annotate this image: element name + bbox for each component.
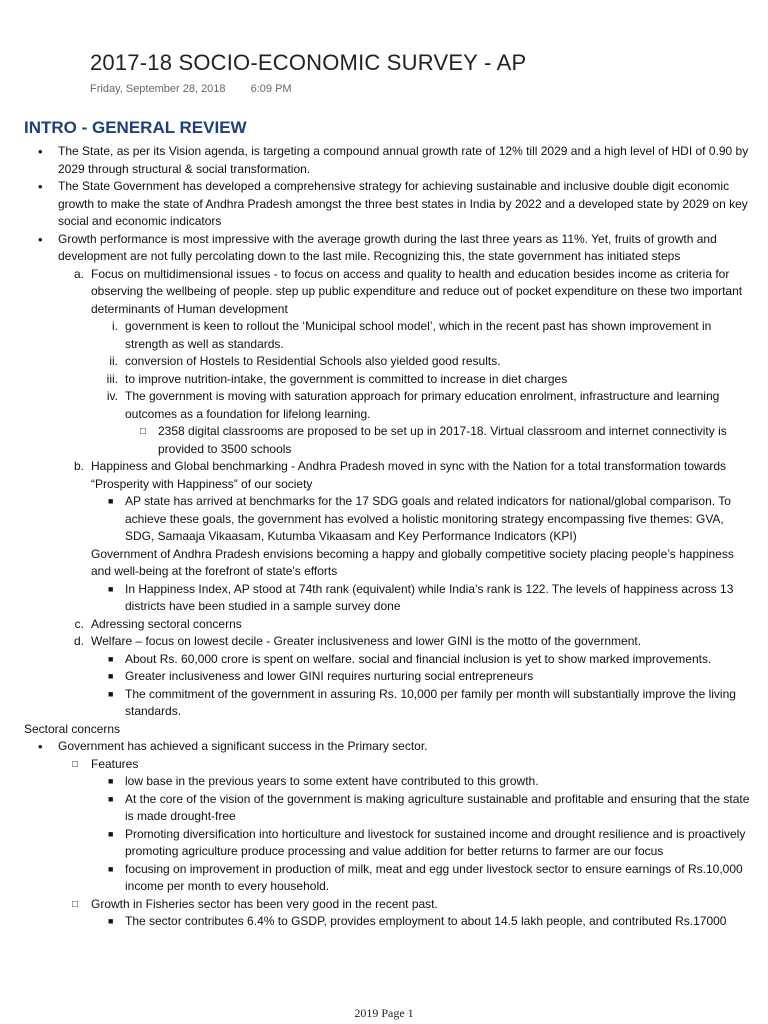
list-item[interactable]: ■ Greater inclusiveness and lower GINI requires nurturing social entrepreneurs	[24, 668, 754, 686]
list-item[interactable]: iii. to improve nutrition-intake, the government is committed to increase in diet charges	[24, 371, 754, 389]
bullet-icon: •	[38, 231, 43, 247]
list-item[interactable]: ■ The sector contributes 6.4% to GSDP, provides employment to about 14.5 lakh people, and contributed Rs.17000	[24, 913, 754, 931]
list-item[interactable]: ■ In Happiness Index, AP stood at 74th rank (equivalent) while India’s rank is 122. The levels of happiness across 13 districts have been studied in a sample survey done	[108, 581, 734, 613]
paragraph[interactable]: Sectoral concerns	[24, 721, 121, 736]
list-item[interactable]: ■ low base in the previous years to some extent have contributed to this growth.	[24, 773, 754, 791]
bullet-icon: •	[38, 144, 43, 159]
hollow-square-bullet-icon: □	[140, 426, 147, 437]
list-marker: c.	[74, 616, 84, 631]
section-heading[interactable]: INTRO - GENERAL REVIEW	[24, 118, 247, 137]
bullet-icon: •	[38, 179, 43, 194]
list-item[interactable]: • Growth performance is most impressive with the average growth during the last three years as 11%. Yet, fruits of growth and development are not fully percolating down to the last mile. Recognizing this, the state government has initiated steps	[38, 231, 717, 263]
list-marker: iii.	[106, 371, 118, 386]
list-item[interactable]: ■ At the core of the vision of the government is making agriculture sustainable and profitable and ensuring that the state is made drought-free	[108, 791, 750, 823]
page-timestamp	[90, 83, 292, 95]
list-item[interactable]: • The State Government has developed a comprehensive strategy for achieving sustainable and inclusive double digit economic growth to make the state of Andhra Pradesh amongst the three best states in India by 2022 and a developed state by 2029 on key social and economic indicators	[38, 179, 748, 228]
note-body[interactable]	[24, 143, 754, 931]
square-bullet-icon: ■	[108, 863, 114, 874]
square-bullet-icon: ■	[108, 828, 114, 839]
list-item[interactable]: • Government has achieved a significant success in the Primary sector.	[38, 739, 428, 754]
list-item[interactable]: iv. The government is moving with saturation approach for primary education enrolment, infrastructure and learning outcomes as a foundation for lifelong learning.	[24, 388, 754, 423]
list-marker: ii.	[109, 354, 118, 368]
list-item[interactable]: ■ About Rs. 60,000 crore is spent on welfare. social and financial inclusion is yet to show marked improvements.	[24, 651, 754, 669]
page-time: 6:09 PM	[250, 83, 292, 95]
list-item[interactable]: □ Features	[24, 756, 754, 774]
list-item[interactable]: d. Welfare – focus on lowest decile - Greater inclusiveness and lower GINI is the motto of the government.	[24, 633, 754, 651]
list-item[interactable]: □ 2358 digital classrooms are proposed to be set up in 2017-18. Virtual classroom and internet connectivity is provided to 3500 schools	[140, 424, 727, 456]
list-item[interactable]: ■ focusing on improvement in production of milk, meat and egg under livestock sector to ensure earnings of Rs.10,000 income per month to every household.	[108, 861, 743, 893]
list-item[interactable]: c. Adressing sectoral concerns	[24, 616, 754, 634]
square-bullet-icon: ■	[108, 916, 114, 926]
list-item[interactable]: a. Focus on multidimensional issues - to focus on access and quality to health and education besides income as criteria for observing the wellbeing of people. step up public expenditure and reduce out of pocket expenditure on these two important determinants of Human development	[24, 266, 754, 319]
list-marker: b.	[73, 459, 84, 473]
paragraph[interactable]: Government of Andhra Pradesh envisions becoming a happy and globally competitive society placing people’s happiness and well-being at the forefront of state's efforts	[91, 546, 734, 578]
list-item[interactable]: i. government is keen to rollout the ‘Municipal school model’, which in the recent past has shown improvement in strength as well as standards.	[24, 318, 754, 353]
square-bullet-icon: ■	[108, 496, 114, 506]
square-bullet-icon: ■	[108, 776, 114, 786]
list-item[interactable]: ■ The commitment of the government in assuring Rs. 10,000 per family per month will substantially improve the living standards.	[108, 686, 736, 718]
hollow-square-bullet-icon: □	[72, 898, 79, 910]
list-marker: i.	[112, 319, 118, 333]
list-item[interactable]: ii. conversion of Hostels to Residential Schools also yielded good results.	[24, 353, 754, 371]
square-bullet-icon: ■	[108, 653, 114, 664]
list-marker: a.	[73, 266, 84, 281]
list-item[interactable]: ■ Promoting diversification into horticulture and livestock for sustained income and drought resilience and is proactively promoting agriculture produce processing and value addition for better returns to farmer are our focus	[108, 826, 746, 858]
list-marker: d.	[73, 634, 84, 648]
list-item[interactable]: □ Growth in Fisheries sector has been very good in the recent past.	[24, 896, 754, 914]
square-bullet-icon: ■	[108, 671, 114, 681]
list-item[interactable]: b. Happiness and Global benchmarking - Andhra Pradesh moved in sync with the Nation for a total transformation towards “Prosperity with Happiness” of our society	[24, 458, 754, 493]
bullet-icon: •	[38, 739, 43, 754]
list-item[interactable]: • The State, as per its Vision agenda, is targeting a compound annual growth rate of 12% till 2029 and a high level of HDI of 0.90 by 2029 through structural & social transformation.	[38, 144, 749, 176]
square-bullet-icon: ■	[108, 688, 114, 699]
page-title[interactable]: 2017-18 SOCIO-ECONOMIC SURVEY - AP	[90, 50, 527, 75]
page-date: Friday, September 28, 2018	[90, 83, 226, 95]
square-bullet-icon: ■	[108, 583, 114, 594]
hollow-square-bullet-icon: □	[72, 758, 79, 770]
square-bullet-icon: ■	[108, 793, 114, 804]
page-footer: 2019 Page 1	[354, 1006, 414, 1020]
list-item[interactable]: ■ AP state has arrived at benchmarks for the 17 SDG goals and related indicators for national/global comparison. To achieve these goals, the government has evolved a holistic monitoring strategy encompassing five themes: GVA, SDG, Samaaja Vikaasam, Kutumba Vikaasam and Key Performance Indicators (KPI)	[108, 494, 731, 543]
list-marker: iv.	[106, 389, 118, 403]
